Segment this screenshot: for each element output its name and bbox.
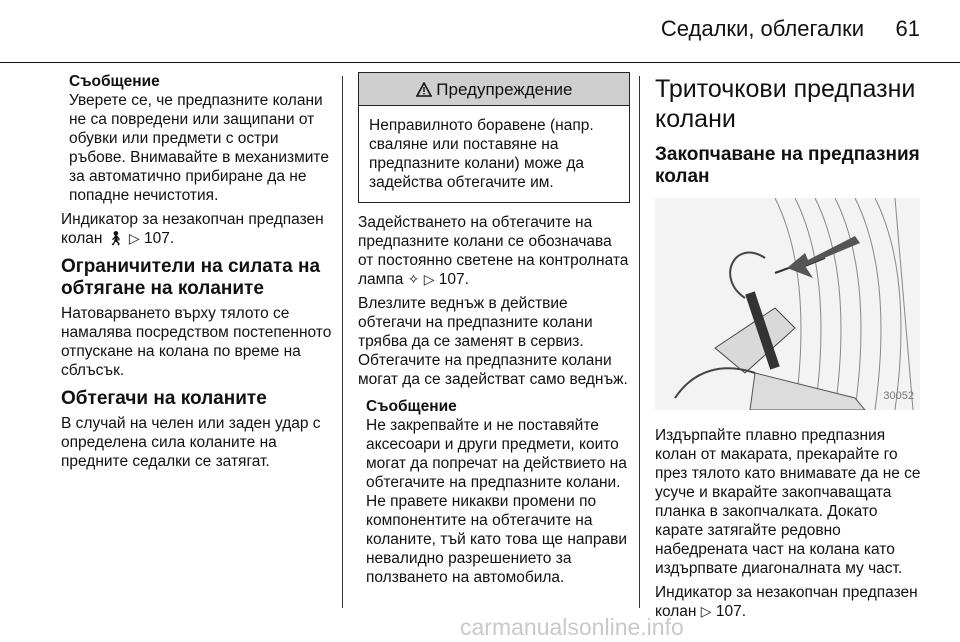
page-number: 61 (895, 16, 920, 41)
section-heading-force-limiters: Ограничители на силата на обтягане на коланите (61, 256, 321, 299)
note-title: Съобщение (366, 398, 457, 415)
page-ref-link[interactable]: 107. (438, 271, 469, 288)
page-ref-arrow-icon: ▷ (423, 271, 435, 287)
pretensioner-lamp-paragraph (358, 213, 630, 289)
seatbelt-illustration (655, 198, 920, 410)
seatbelt-icon: 🚶︎ (106, 230, 125, 246)
section-title: Триточкови предпазни колани (655, 75, 916, 133)
warning-triangle-icon (416, 80, 437, 99)
header-divider (0, 62, 960, 63)
section-heading-pretensioners: Обтегачи на коланите (61, 388, 267, 409)
indicator-text: Индикатор за незакопчан предпазен колан (61, 211, 324, 247)
note-block (358, 397, 630, 587)
warning-text: Неправилното боравене (напр. сваляне или поставяне на предпазните колани) може да задейства обтегачите им. (369, 117, 594, 191)
replacement-text: Влезлите веднъж в действие обтегачи на предпазните колани трябва да се заменят в сервиз. Обтегачите на предпазните колани могат да се задействат само веднъж. (358, 295, 628, 388)
watermark: carmanualsonline.info (460, 614, 684, 640)
note-block (61, 72, 336, 205)
page-ref-link[interactable]: 107. (143, 230, 175, 247)
pretensioners-text: В случай на челен или заден удар с определена сила коланите на предните седалки се затягат. (61, 415, 321, 470)
warning-box (358, 72, 630, 203)
column-middle (358, 72, 630, 592)
fastening-text: Издърпайте плавно предпазния колан от макарата, прекарайте го през тялото като внимавате да не се усуче и вкарайте закопчаващата планка в закопчалката. Докато карате затягайте редовно набедрената част на колана като издърпвате диагоналната му част. (655, 427, 921, 577)
column-left (61, 72, 336, 476)
note-text: Не закрепвайте и не поставяйте аксесоари и други предмети, които могат да попречат на действието на обтегачите на предпазните колани. Не правете никакви промени по компонентите на обтегачите на коланите, тъй като това ще направи невалидно разрешението за ползването на автомобила. (366, 417, 628, 586)
indicator-text: Индикатор за незакопчан предпазен колан (655, 584, 918, 620)
indicator-paragraph (655, 583, 925, 621)
pretensioner-lamp-icon: ✧ (407, 271, 420, 287)
page-ref-arrow-icon: ▷ (128, 230, 140, 246)
column-divider (639, 76, 640, 608)
warning-title: Предупреждение (436, 80, 573, 99)
seatbelt-drawing (655, 198, 920, 410)
page-ref-arrow-icon: ▷ (700, 603, 712, 619)
column-right (655, 72, 925, 626)
force-limiters-text: Натоварването върху тялото се намалява посредством постепенното отпускане на колана по време на сблъсък. (61, 305, 332, 379)
note-text: Уверете се, че предпазните колани не са повредени или защипани от обувки или предмети с остри ръбове. Внимавайте в механизмите за автоматично прибиране да не попадне нечистотия. (69, 92, 329, 204)
indicator-paragraph (61, 210, 336, 248)
figure-number: 30052 (883, 390, 914, 402)
column-divider (342, 76, 343, 608)
page-title: Седалки, облегалки (660, 16, 864, 41)
pretensioner-lamp-text: Задействането на обтегачите на предпазните колани се обозначава от постоянно светене на контролната лампа (358, 214, 629, 288)
page-ref-link[interactable]: 107. (715, 603, 747, 620)
page-header (0, 0, 960, 62)
warning-header (359, 73, 629, 106)
note-title: Съобщение (69, 73, 160, 90)
subsection-title: Закопчаване на предпазния колан (655, 144, 920, 187)
